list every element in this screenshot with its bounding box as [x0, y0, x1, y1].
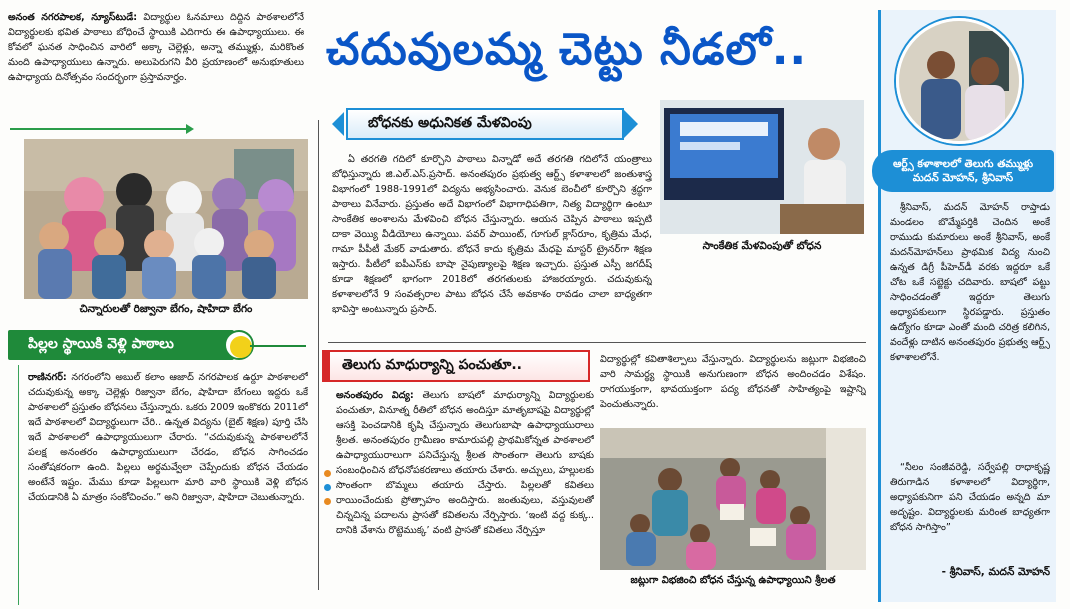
children-banner — [8, 330, 234, 360]
intro-column — [8, 10, 304, 122]
telugu-bullet-icon-2 — [324, 484, 331, 491]
sidebar-signoff: - శ్రీనివాస్‌, మదన్‌ మోహన్‌ — [941, 566, 1050, 578]
children-story — [28, 370, 308, 580]
sidebar-banner-title: ఆర్ట్స్‌ కళాశాలలో తెలుగు తమ్ముళ్లు మదన్‌ మోహన్‌, శ్రీనివాస్‌ — [892, 158, 1034, 184]
intro-paragraph — [8, 10, 304, 122]
tech-photo-caption: సాంకేతిక మేళవింపుతో బోధన — [702, 240, 822, 252]
children-photo-illustration — [24, 139, 308, 299]
children-story-dateline: రాణినగర్: — [28, 372, 67, 383]
children-photo — [24, 139, 308, 299]
tech-banner — [346, 108, 624, 140]
telugu-story-continued — [600, 352, 866, 424]
telugu-story-body: తెలుగు బాషలో మాధుర్యాన్ని విద్యార్థులకు పంచుతూ, వినూత్న రీతిలో బోధన అందిస్తూ మాతృబాషపై విద్యార్థుల్లో ఆసక్తి పెంచడానికి కృషి చేస్తున్నారు తెలుగుబాషా ఉపాధ్యాయురాలు శ్రీలత. అనంతపురం గ్రామీణం కామారుపల్లి ప్రాథమికోన్నత పాఠశాలలో ఉపాధ్యాయురాలుగా పనిచేస్తున్న శ్రీలత సొంతంగా తెలుగు బాషకు సంబంధించిన బోధనోపకరణాలు తయారు చేశారు. అచ్చులు, హల్లులకు సొంతంగా బొమ్మలు తయారు చేస్తారు. పిల్లలతో కవితలు రాయించేందుకు ప్రోత్సాహం అందిస్తారు. జంతువులు, వస్తువులతో చిన్నచిన్న పదాలను ప్రాసతో కవితలను నేర్పిస్తారు. ‘ఇంటి వద్ద కుక్క.. దానికి వేశాను రొట్టెముక్క’ వంటి ప్రాసతో కవితలు నేర్పిస్తూ — [336, 390, 594, 536]
tech-banner-flag-icon — [332, 112, 344, 136]
classroom-photo-caption: జట్లుగా విభజించి బోధన చేస్తున్న ఉపాధ్యాయిని శ్రీలత — [630, 575, 836, 586]
tech-story — [332, 152, 652, 338]
sidebar-quote-paragraph: “నీలం సంజీవరెడ్డి, సర్వేపల్లి రాధాకృష్ణ తిరుగాడిన కళాశాలలో విద్యార్థిగా, అధ్యాపకునిగా పని చేయడం అన్నది మా అదృష్టం. విద్యార్థులకు మరింత బాధ్యతగా బోధన సాగిస్తాం” — [890, 462, 1050, 533]
telugu-banner-title: తెలుగు మాధుర్యాన్ని పంచుతూ.. — [342, 356, 522, 373]
tech-banner-title: బోధనకు అధునికత మేళవింపు — [368, 114, 532, 131]
children-story-body: నగరంలోని అబుల్‌ కలాం ఆజాద్‌ నగరపాలక ఉర్దూ పాఠశాలలో చదువుకున్న అక్కా చెల్లెళ్లు రిజ్వానా బేగం, షాహిదా బేగంలు ఇద్దరు ఒకే పాఠశాలలో ప్రస్తుతం బోధనలు చేస్తున్నారు. ఒకరు 2009 ఇంకొకరు 2011లో ఇదే పాఠశాలలో విద్యార్థులుగా చేరి.. ఉన్నత విద్యను (బైట్‌ శిక్షణ) పూర్తి చేసి ఇదే పాఠశాలలో ఉపాధ్యాయులుగా చేరారు. “చదువుకున్న పాఠశాలలోనే పలక్ష అనంతరం ఉపాధ్యాయులుగా చేరడం, బోధన సాగించడం సంతోషకరంగా ఉంది. పిల్లలు అర్థమవ్వేలా చెప్పేందుకు బోధన చేయడం అంటేనే ఇష్టం. మేము కూడా పిల్లలుగా మారి వారి స్థాయికి వెళ్లి బోధన చేయడానికి ఏ మాత్రం సంకోచించం.” అని రిజ్వానా, షాహిదా చెబుతున్నారు. — [28, 372, 308, 503]
column-divider-middle — [318, 120, 319, 590]
intro-arrow-rule — [10, 128, 192, 130]
column-divider-left — [18, 365, 19, 605]
telugu-banner — [322, 350, 590, 382]
telugu-story-dateline: అనంతపురం విద్య: — [336, 390, 414, 401]
classroom-photo — [600, 428, 866, 570]
banner-bullet-inner-icon — [230, 336, 252, 358]
tech-photo — [660, 100, 864, 234]
intro-arrow-head-icon — [186, 124, 194, 134]
sidebar-quote — [890, 460, 1050, 564]
classroom-photo-illustration — [600, 428, 866, 570]
tech-story-paragraph: ఏ తరగతి గదిలో కూర్చొని పాఠాలు విన్నాడో అదే తరగతి గదిలోనే యంత్రాలు బోధిస్తున్నారు జి.ఎల్‌.ఎస్‌.ప్రసాద్‌. అనంతపురం ప్రభుత్వ ఆర్ట్స్‌ కళాశాలలో జంతుశాస్త్ర విభాగంలో 1988-1991లో విద్యను అభ్యసించారు. వెనుక బెంచీలో కూర్చొని శ్రద్ధగా పాఠాలు వినేవారు. ప్రస్తుతం అదే విభాగంలో విభాగాధిపతిగా, నిత్య విద్యార్థిగా ఉంటూ సాంకేతిక అంశాలను మేళవించి బోధన చేస్తున్నారు. ఆయన చెప్పిన పాఠాలు ఇప్పటి దాకా వెయ్యి వీడియోలు ఉన్నాయి. పవర్‌ పాయింట్‌, గూగుల్‌ క్లాస్‌రూం, కృత్రిమ మేధ, గామా పీపీటీ మేకర్‌ వాడుతారు. బోధనే కాదు కృత్రిమ మేధపై మాస్టర్‌ ట్రైనర్‌గా శిక్షణ ఇస్తారు. పీటీలో ఐపీఎస్‌కు బాషా నైపుణ్యాలపై శిక్షణ ఇచ్చారు. ప్రస్తుత ఎస్పీ జగదీష్‌ కూడా శిక్షణలో భాగంగా 2018లో తరగతులకు హాజరయ్యారు. చదువుకున్న కళాశాలలోనే 9 సంవత్సరాల పాటు బోధన చేసే అవకాశం రావడం చాలా బాధ్యతగా భావిస్తా అంటున్నారు ప్రసాద్‌. — [332, 154, 652, 315]
telugu-bullet-icon-3 — [324, 498, 331, 505]
tech-section-rule — [328, 342, 866, 343]
children-banner-rule — [250, 345, 306, 347]
children-banner-title: పిల్లల స్థాయికి వెళ్లి పాఠాలు — [28, 335, 174, 352]
tech-banner-arrow-icon — [622, 108, 638, 140]
sidebar-story — [890, 200, 1050, 458]
sidebar-story-paragraph: శ్రీనివాస్‌, మదన్‌ మోహన్‌ రాప్తాడు మండలం బొమ్మేపర్తికి చెందిన అంకే రాముడు కుమారులు అంకే శ్రీనివాస్‌, అంకే మదన్‌మోహన్‌లు ప్రాథమిక విద్య నుంచి ఉన్నత డిగ్రీ పీహెచ్‌డీ వరకు ఇద్దరూ ఒకే చోట ఒకే సబ్జెక్టు చదివారు. బాషలో పట్టు సాధించడంతో ఇద్దరూ తెలుగు అధ్యాపకులుగా స్థిరపడ్డారు. ప్రస్తుతం ఉద్యోగం కూడా ఎంతో మంది చరిత్ర కలిగిన, వందేళ్లు దాటిన అనంతపురం ప్రభుత్వ ఆర్ట్స్‌ కళాశాలలోనే. — [890, 202, 1050, 363]
sidebar-banner — [872, 150, 1054, 192]
brothers-photo-illustration — [899, 21, 1022, 144]
tech-photo-illustration — [660, 100, 864, 234]
intro-body: విద్యార్థుల ఓనమాలు దిద్దిన పాఠశాలలోనే విద్యార్థులకు భవిత పాఠాలు బోధించే స్థాయికి ఎదిగారు ఈ ఉపాధ్యాయులు. ఈ కోవలో ఘనత సాధించిన వారిలో అక్కా చెల్లెళ్లు, అన్నా తమ్ముళ్లు, మరికొంత మంది ఉపాధ్యాయులు ఉన్నారు. అలుపెరుగని వీరి ప్రయాణంలో అనుభూతులు ఉపాధ్యాయ దినోత్సవం సందర్భంగా ప్రస్తావనార్హం. — [8, 12, 304, 83]
main-headline: చదువులమ్మ చెట్టు నీడలో.. — [326, 24, 808, 75]
children-story-paragraph — [28, 370, 308, 580]
telugu-story-paragraph — [336, 388, 594, 600]
telugu-story-continued-paragraph: విద్యార్థుల్లో కవితాశిల్పాలు వేస్తున్నారు. విద్యార్థులను జట్లుగా విభజించి వారి సామర్థ్య స్థాయికి అనుగుణంగా బోధన అందించడం విశేషం. రాగయుక్తంగా, భావయుక్తంగా పద్య బోధనతో సాహిత్యంపై ఇష్టాన్ని పెంచుతున్నారు. — [600, 354, 866, 410]
brothers-photo — [896, 18, 1022, 144]
intro-dateline: అనంత నగరపాలక, న్యూస్‌టుడే: — [8, 12, 138, 23]
children-photo-caption: చిన్నారులతో రిజ్వానా బేగం, షాహిదా బేగం — [79, 303, 253, 315]
telugu-bullet-icon — [324, 470, 331, 477]
telugu-story — [336, 388, 594, 600]
